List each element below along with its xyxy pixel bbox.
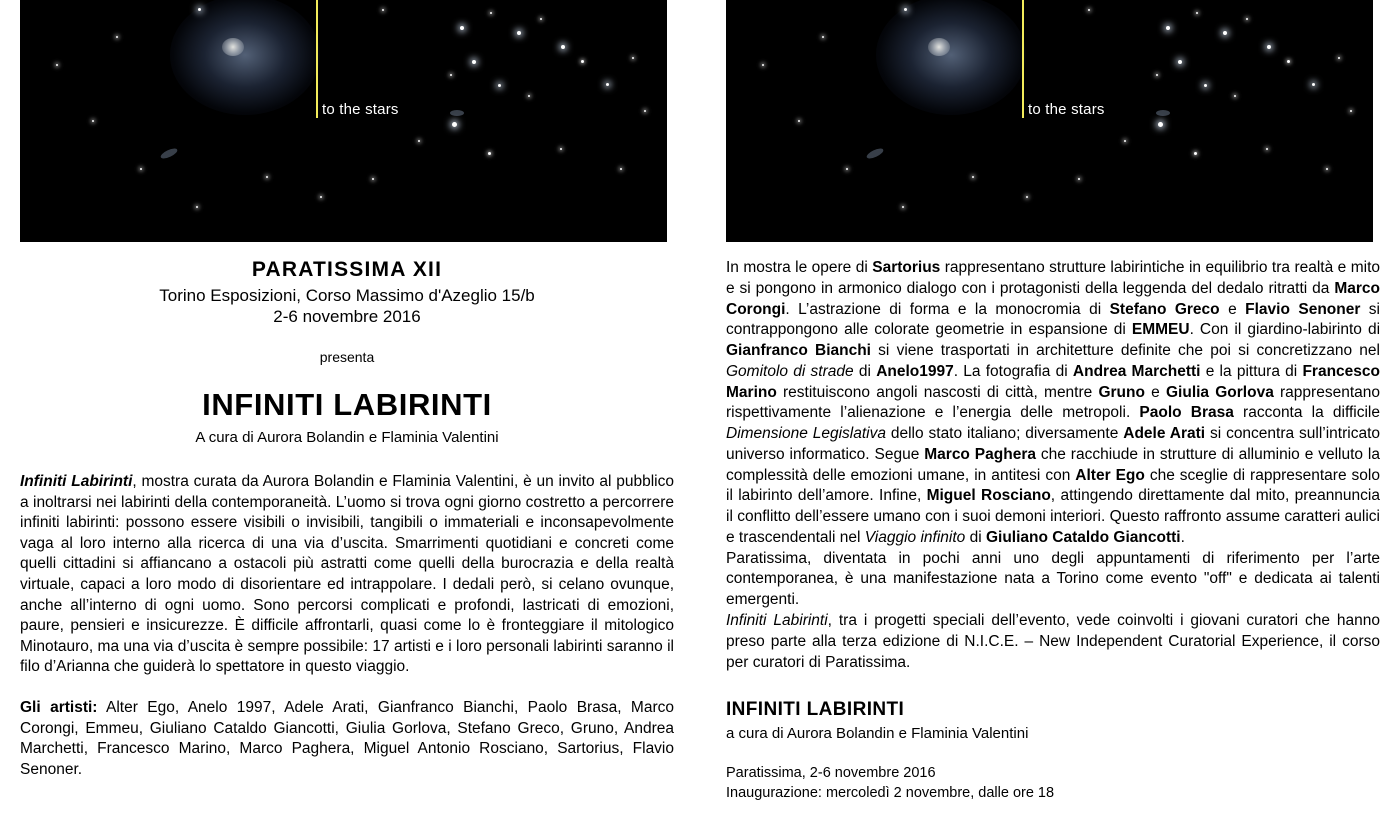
- event-venue: Torino Esposizioni, Corso Massimo d'Azeglio 15/b: [159, 286, 535, 305]
- faint-smudge: [1156, 110, 1170, 116]
- artist-name: Paolo Brasa: [1139, 404, 1234, 422]
- star: [846, 168, 848, 170]
- star: [92, 120, 94, 122]
- event-dates: 2-6 novembre 2016: [273, 307, 421, 326]
- nebula-core: [222, 38, 244, 56]
- event-title: PARATISSIMA XII: [251, 258, 443, 281]
- artist-name: Marco Paghera: [924, 445, 1036, 463]
- star: [620, 168, 622, 170]
- closing-info: [726, 764, 1380, 803]
- star: [56, 64, 58, 66]
- star: [1166, 26, 1170, 30]
- intro-lead: Infiniti Labirinti: [20, 473, 133, 490]
- star: [490, 12, 492, 14]
- star: [1088, 9, 1090, 11]
- star: [198, 8, 201, 11]
- star: [1312, 83, 1315, 86]
- artists-paragraph: [20, 698, 674, 780]
- text-run: , tra i progetti speciali dell’evento, vede coinvolti i giovani curatori che hanno preso parte alla terza edizione di N.I.C.E. – New Independent Curatorial Experience, il corso per curatori di Paratissima.: [726, 612, 1380, 671]
- star: [1350, 110, 1352, 112]
- nebula-core: [928, 38, 950, 56]
- closing-opening: Inaugurazione: mercoledì 2 novembre, dalle ore 18: [726, 784, 1055, 801]
- star: [472, 60, 476, 64]
- exhibition-title: INFINITI LABIRINTI: [202, 387, 492, 422]
- left-column: [20, 0, 674, 839]
- text-run: racconta la difficile: [1233, 404, 1380, 422]
- artist-name: Gianfranco Bianchi: [726, 342, 871, 360]
- text-run: , attingendo direttamente dal mito, preannuncia il conflitto dell’essere umano con i suoi demoni interiori. Questo raffronto assume caratteri aulici e trascendentali nel: [726, 487, 1380, 546]
- intro-paragraph: [20, 472, 674, 678]
- star: [1287, 60, 1290, 63]
- star: [498, 84, 501, 87]
- text-run: che racchiude in strutture di alluminio e velluto la complessità delle emozioni umane, in antitesi con: [726, 445, 1380, 484]
- star: [1124, 140, 1126, 142]
- star: [1178, 60, 1182, 64]
- text-run: . La fotografia di: [953, 362, 1073, 380]
- closing-curators: a cura di Aurora Bolandin e Flaminia Valentini: [726, 725, 1029, 743]
- artist-name: Giulia Gorlova: [1165, 383, 1274, 401]
- artist-name: Gruno: [1098, 383, 1145, 401]
- star: [1246, 18, 1248, 20]
- star: [644, 110, 646, 112]
- star: [904, 8, 907, 11]
- star: [1204, 84, 1207, 87]
- star: [1267, 45, 1271, 49]
- star: [1196, 12, 1198, 14]
- text-run: .: [1180, 528, 1185, 546]
- nice-paragraph: [726, 611, 1380, 673]
- star: [196, 206, 198, 208]
- artwork-title: Dimensione Legislativa: [726, 425, 886, 443]
- star: [140, 168, 142, 170]
- star: [822, 36, 824, 38]
- star: [632, 57, 634, 59]
- star: [762, 64, 764, 66]
- star: [798, 120, 800, 122]
- star: [1223, 31, 1227, 35]
- star: [560, 148, 562, 150]
- nebula-glow: [876, 0, 1026, 115]
- faint-streak: [865, 147, 884, 161]
- text-run: si concentra sull’intricato universo informatico. Segue: [726, 425, 1380, 463]
- star: [1158, 122, 1163, 127]
- closing-when: Paratissima, 2-6 novembre 2016: [726, 765, 936, 782]
- star: [460, 26, 464, 30]
- artworks-paragraph: [726, 258, 1380, 549]
- star: [418, 140, 420, 142]
- star: [1156, 74, 1158, 76]
- star: [1234, 95, 1236, 97]
- artist-name: Francesco Marino: [726, 362, 1381, 401]
- star: [1326, 168, 1328, 170]
- faint-smudge: [450, 110, 464, 116]
- artists-list: Alter Ego, Anelo 1997, Adele Arati, Gianfranco Bianchi, Paolo Brasa, Marco Corongi, Emmeu, Giuliano Cataldo Giancotti, Giulia Gorlova, Stefano Greco, Gruno, Andrea Marchetti, Francesco Marino, Marco Paghera, Miguel Antonio Rosciano, Sartorius, Flavio Senoner.: [20, 699, 674, 778]
- text-run: . Con il giardino-labirinto di: [1189, 321, 1381, 339]
- star: [488, 152, 491, 155]
- text-run: si viene trasportati in architetture definite che poi si concretizzano nel: [871, 342, 1380, 360]
- paratissima-paragraph: Paratissima, diventata in pochi anni uno degli appuntamenti di riferimento per l’arte contemporanea, è una manifestazione nata a Torino come evento "off" e dedicata ai talenti emergenti.: [726, 549, 1380, 609]
- artist-name: EMMEU: [1131, 321, 1190, 339]
- right-column: [726, 0, 1380, 839]
- star: [517, 31, 521, 35]
- text-run: e: [1144, 383, 1166, 401]
- text-run: e: [1219, 300, 1246, 318]
- text-run: che sceglie di rappresentare solo il labirinto dell’amore. Infine,: [726, 466, 1380, 505]
- text-run: . L’astrazione di forma e la monocromia di: [785, 300, 1110, 318]
- star: [606, 83, 609, 86]
- starfield-nebula-photo-right: [726, 0, 1373, 242]
- artist-name: Andrea Marchetti: [1072, 362, 1201, 380]
- artist-name: Adele Arati: [1123, 425, 1206, 443]
- artist-name: Alter Ego: [1075, 466, 1145, 484]
- text-run: dello stato italiano; diversamente: [885, 425, 1124, 443]
- text-run: rappresentano strutture labirintiche in equilibrio tra realtà e mito e si pongono in armonico dialogo con i protagonisti della leggenda del dedalo ritratti da: [726, 259, 1380, 297]
- star: [540, 18, 542, 20]
- star: [1338, 57, 1340, 59]
- text-run: In mostra le opere di: [726, 259, 873, 276]
- image-caption: to the stars: [322, 101, 399, 118]
- exhibition-title-italic: Infiniti Labirinti: [726, 612, 828, 630]
- presenta-label: presenta: [319, 349, 375, 365]
- star: [1026, 196, 1028, 198]
- artist-name: Flavio Senoner: [1245, 300, 1361, 318]
- star: [972, 176, 974, 178]
- artist-name: Anelo1997: [876, 362, 954, 380]
- artists-label: Gli artisti:: [20, 699, 98, 717]
- artist-name: Sartorius: [872, 259, 941, 276]
- nebula-glow: [170, 0, 320, 115]
- exhibition-curators: A cura di Aurora Bolandin e Flaminia Valentini: [195, 429, 499, 446]
- star: [561, 45, 565, 49]
- artist-name: Stefano Greco: [1109, 300, 1220, 318]
- text-run: di: [965, 528, 986, 546]
- artist-name: Marco Corongi: [726, 279, 1380, 318]
- star: [450, 74, 452, 76]
- artwork-title: Viaggio infinito: [864, 528, 966, 546]
- star: [382, 9, 384, 11]
- text-run: rappresentano rispettivamente l’alienazione e l’energia delle metropoli.: [726, 383, 1380, 422]
- star: [902, 206, 904, 208]
- closing-exhibition-title: INFINITI LABIRINTI: [726, 699, 905, 721]
- faint-streak: [159, 147, 178, 161]
- yellow-pointer-line: [1022, 0, 1024, 118]
- star: [266, 176, 268, 178]
- yellow-pointer-line: [316, 0, 318, 118]
- star: [452, 122, 457, 127]
- star: [1266, 148, 1268, 150]
- intro-rest: , mostra curata da Aurora Bolandin e Flaminia Valentini, è un invito al pubblico a inoltrarsi nei labirinti della contemporaneità. L’uomo si trova ogni giorno costretto a percorrere infiniti labirinti: possono essere visibili o invisibili, tangibili o immateriali e inconsapevolmente vaga al loro interno alla ricerca di una via d’uscita. Smarrimenti quotidiani e concreti come quelli cittadini si affiancano a ostacoli più astratti come quelli della burocrazia e della realtà virtuale, capaci a loro modo di disorientare ed intrappolare. I dedali però, si celano ovunque, anche all’interno di ogni uomo. Sono percorsi complicati e profondi, lastricati di emozioni, paure, pensieri e insicurezze. È difficile affrontarli, quasi come lo è fronteggiare il mitologico Minotauro, ma una via d’uscita è sempre possibile: 17 artisti e i loro personali labirinti saranno il filo d’Arianna che guiderà lo spettatore in questo viaggio.: [20, 473, 674, 676]
- star: [372, 178, 374, 180]
- star: [320, 196, 322, 198]
- starfield-nebula-photo-left: [20, 0, 667, 242]
- text-run: restituiscono angoli nascosti di città, mentre: [776, 383, 1099, 401]
- text-run: e la pittura di: [1200, 362, 1303, 380]
- star: [1194, 152, 1197, 155]
- star: [1078, 178, 1080, 180]
- event-header: [20, 258, 674, 446]
- star: [528, 95, 530, 97]
- artist-name: Miguel Rosciano: [926, 487, 1051, 505]
- text-run: di: [853, 362, 877, 380]
- text-run: si contrappongono alle colorate geometrie in espansione di: [726, 300, 1380, 339]
- artist-name: Giuliano Cataldo Giancotti: [985, 528, 1181, 546]
- artwork-title: Gomitolo di strade: [726, 362, 854, 380]
- image-caption: to the stars: [1028, 101, 1105, 118]
- star: [581, 60, 584, 63]
- star: [116, 36, 118, 38]
